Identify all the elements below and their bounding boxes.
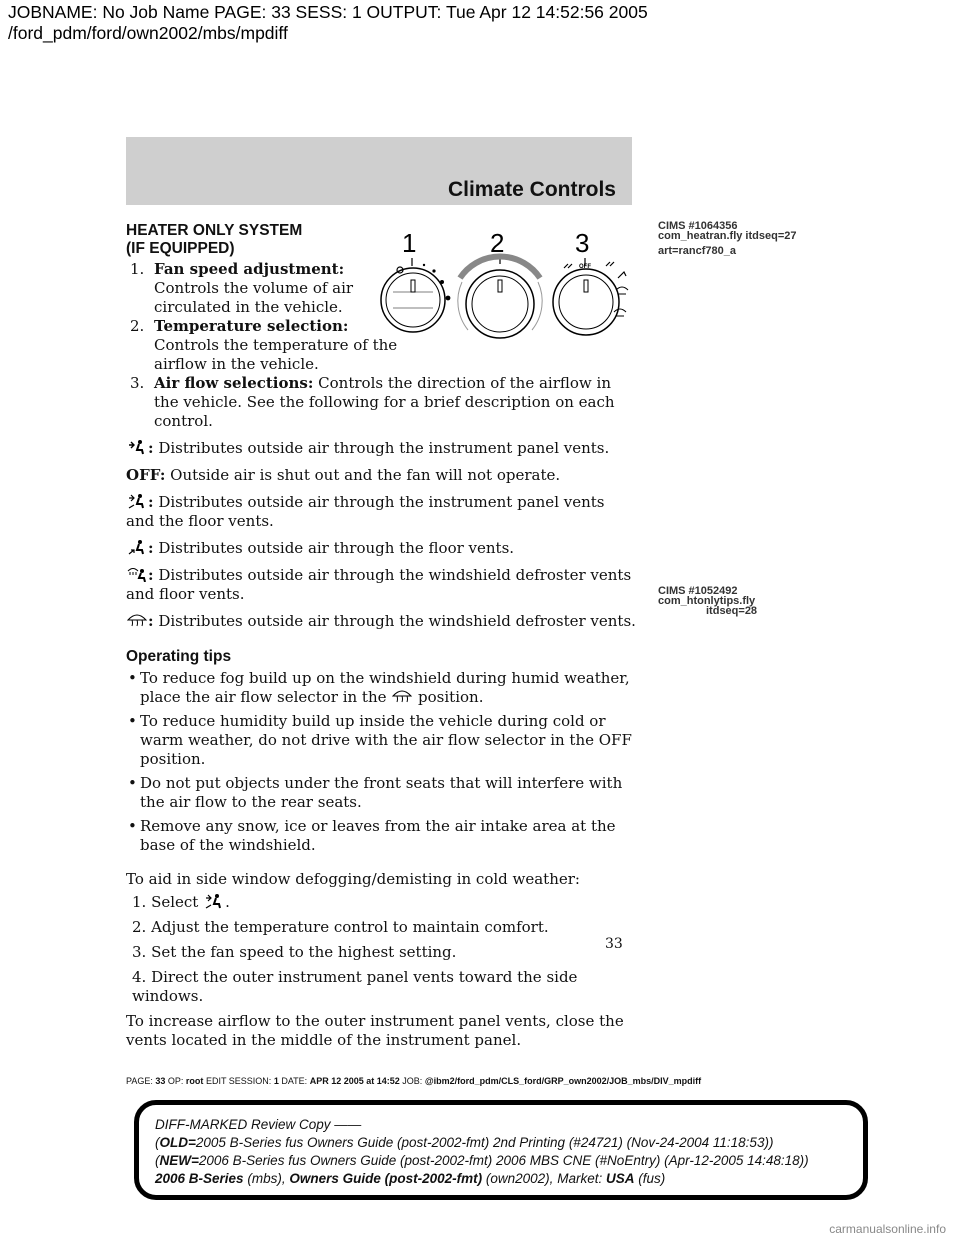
item-label: Temperature selection:	[154, 317, 349, 335]
defrost-icon	[126, 612, 148, 628]
heater-control-list	[126, 260, 636, 431]
list-item: • Remove any snow, ice or leaves from the air intake area at the base of the windshield.	[126, 817, 636, 855]
op-value: root	[185, 1076, 204, 1086]
list-item	[126, 374, 636, 431]
review-line1: DIFF-MARKED Review Copy ——	[155, 1117, 362, 1132]
dial-number-3: 3	[575, 228, 590, 258]
list-item: 3. Set the fan speed to the highest setting.	[132, 943, 457, 961]
dial-number-1: 1	[402, 228, 417, 258]
defog-intro: To aid in side window defogging/demisting in cold weather:	[126, 870, 580, 888]
review-old-line: (OLD=2005 B-Series fus Owners Guide (post-2002-fmt) 2nd Printing (#24721) (Nov-24-2004 11:18:53))	[155, 1135, 774, 1150]
item-number: 1.	[130, 260, 145, 278]
mode-text: Distributes outside air through the floor vents.	[158, 539, 515, 557]
page-key: PAGE:	[126, 1076, 153, 1086]
cims-line: com_htonlytips.fly	[658, 595, 756, 607]
tip-text: position.	[418, 688, 484, 706]
mode-off	[126, 466, 636, 485]
mode-panel	[126, 439, 636, 458]
mode-floor	[126, 539, 636, 558]
list-item: • Do not put objects under the front seats that will interfere with the air flow to the rear seats.	[126, 774, 636, 812]
item-text: Controls the volume of air circulated in the vehicle.	[154, 279, 354, 316]
mode-label: :	[148, 439, 154, 457]
list-item	[126, 669, 636, 707]
cims-line: CIMS #1064356	[658, 220, 738, 232]
mode-label: :	[148, 539, 154, 557]
mode-text: Distributes outside air through the instrument panel vents.	[158, 439, 610, 457]
mode-text: Distributes outside air through the windshield defroster vents and floor vents.	[126, 566, 632, 603]
guide-code: (own2002),	[485, 1171, 554, 1186]
market-key: Market:	[557, 1171, 603, 1186]
mode-text: Distributes outside air through the instrument panel vents and the floor vents.	[126, 493, 605, 530]
list-item	[126, 317, 404, 374]
guide-name: Owners Guide (post-2002-fmt)	[289, 1171, 483, 1186]
mode-label: :	[148, 612, 154, 630]
heater-heading-line2: (IF EQUIPPED)	[126, 240, 235, 257]
item-number: 2.	[130, 317, 145, 335]
market-code: (fus)	[638, 1171, 666, 1186]
review-new-line: (NEW=2006 B-Series fus Owners Guide (post-2002-fmt) 2006 MBS CNE (#NoEntry) (Apr-12-2005 14:48:18))	[155, 1153, 809, 1168]
list-item: • To reduce humidity build up inside the vehicle during cold or warm weather, do not drive with the air flow selector in the OFF position.	[126, 712, 636, 769]
item-number: 3.	[130, 374, 145, 392]
dial-number-2: 2	[490, 228, 505, 258]
closing-paragraph: To increase airflow to the outer instrument panel vents, close the vents located in the middle of the instrument panel.	[126, 1012, 624, 1049]
item-label: Air flow selections:	[154, 374, 314, 392]
cims-annotation-2	[658, 586, 757, 616]
page-info-bar	[126, 1076, 701, 1086]
dial-off-label: OFF	[579, 264, 591, 270]
page-value: 33	[155, 1076, 166, 1086]
review-copy-box	[134, 1100, 868, 1200]
market-value: USA	[605, 1171, 635, 1186]
main-content	[126, 222, 636, 1050]
job-key: JOB:	[402, 1076, 423, 1086]
item-text: Controls the temperature of the airflow in the vehicle.	[154, 336, 398, 373]
defog-steps	[126, 893, 636, 1006]
section-title: Climate Controls	[447, 178, 616, 201]
op-key: OP:	[167, 1076, 184, 1086]
cims-annotation-1	[658, 221, 796, 256]
operating-tips-heading: Operating tips	[126, 648, 232, 665]
job-header-line1: JOBNAME: No Job Name PAGE: 33 SESS: 1 OUTPUT: Tue Apr 12 14:52:56 2005	[8, 2, 648, 22]
step-text: .	[225, 893, 230, 911]
list-item: 4. Direct the outer instrument panel vents toward the side windows.	[132, 968, 578, 1005]
mode-text: Distributes outside air through the windshield defroster vents.	[158, 612, 636, 630]
tips-list	[126, 669, 636, 855]
tip-text: To reduce fog build up on the windshield during humid weather, place the air flow selector in the	[140, 669, 630, 706]
mode-defrost	[126, 612, 636, 631]
job-header-line2: /ford_pdm/ford/own2002/mbs/mpdiff	[8, 23, 288, 43]
heater-heading	[126, 222, 636, 258]
heater-heading-line1: HEATER ONLY SYSTEM	[126, 222, 303, 239]
mode-label: :	[148, 566, 154, 584]
item-label: Fan speed adjustment:	[154, 260, 345, 278]
floor-vent-icon	[126, 539, 148, 555]
job-header	[8, 2, 648, 44]
new-value: 2006 B-Series fus Owners Guide (post-2002-fmt) 2006 MBS CNE (#NoEntry) (Apr-12-2005 14:48:18))	[198, 1153, 809, 1168]
edit-value: 1	[273, 1076, 279, 1086]
panel-vent-icon	[126, 439, 148, 455]
old-value: 2005 B-Series fus Owners Guide (post-2002-fmt) 2nd Printing (#24721) (Nov-24-2004 11:18:53))	[195, 1135, 774, 1150]
job-value: @ibm2/ford_pdm/CLS_ford/GRP_own2002/JOB_mbs/DIV_mpdiff	[424, 1076, 702, 1086]
list-item	[126, 260, 404, 317]
mode-text: Outside air is shut out and the fan will not operate.	[170, 466, 561, 484]
panel-floor-icon	[203, 893, 225, 909]
defrost-icon	[391, 688, 413, 704]
series-code: (mbs),	[247, 1171, 286, 1186]
series-name: 2006 B-Series	[155, 1171, 244, 1186]
new-key: NEW=	[159, 1153, 199, 1168]
edit-key: EDIT SESSION:	[205, 1076, 272, 1086]
list-item: 2. Adjust the temperature control to maintain comfort.	[132, 918, 549, 936]
item-text: Controls the direction of the airflow in the vehicle. See the following for a brief description on each control.	[154, 374, 615, 430]
review-series-line	[155, 1170, 847, 1188]
cims-line: com_heatran.fly itdseq=27	[658, 230, 797, 242]
cims-line: CIMS #1052492	[658, 585, 738, 597]
mode-panel-floor	[126, 493, 636, 531]
cims-line: itdseq=28	[706, 605, 758, 617]
mode-label: OFF:	[126, 466, 166, 484]
mode-floor-defrost	[126, 566, 636, 604]
old-key: OLD=	[159, 1135, 196, 1150]
date-key: DATE:	[281, 1076, 308, 1086]
date-value: APR 12 2005 at 14:52	[309, 1076, 400, 1086]
section-header-band	[126, 137, 632, 205]
cims-line: art=rancf780_a	[658, 245, 736, 257]
panel-floor-icon	[126, 493, 148, 509]
page-number: 33	[605, 936, 623, 952]
footer-watermark: carmanualsonline.info	[829, 1222, 946, 1236]
mode-label: :	[148, 493, 154, 511]
step-text: 1. Select	[132, 893, 199, 911]
floor-defrost-icon	[126, 566, 148, 582]
list-item	[126, 893, 636, 912]
